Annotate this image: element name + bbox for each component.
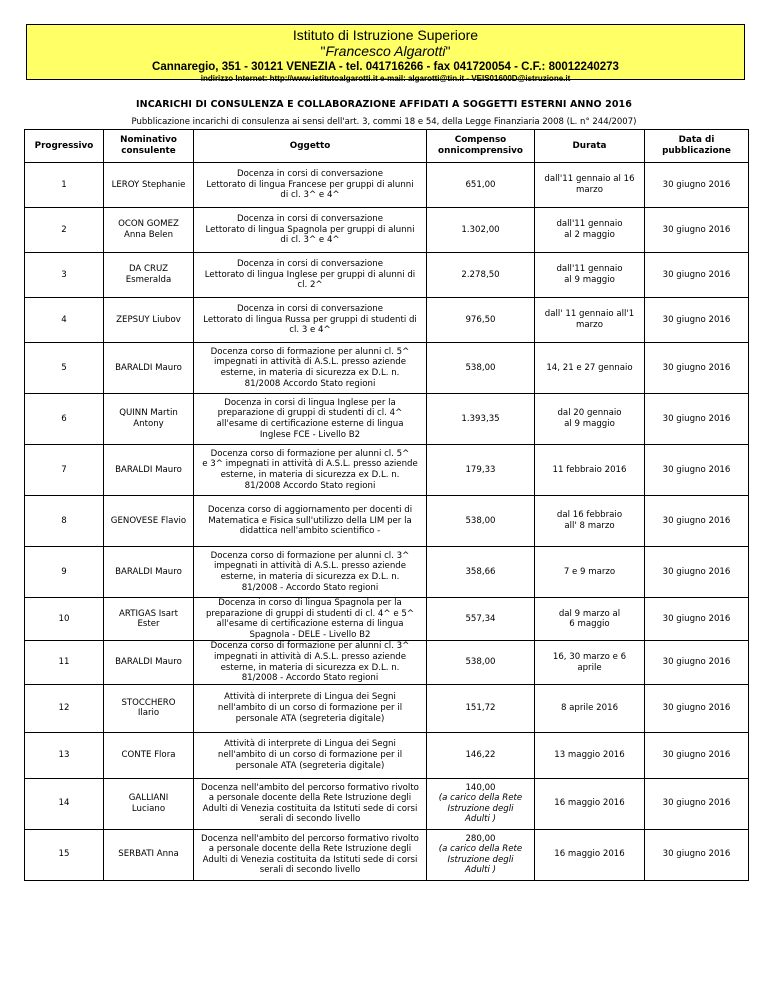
cell-data: 30 giugno 2016 — [645, 253, 749, 298]
table-row — [25, 343, 749, 394]
table-row — [25, 253, 749, 298]
cell-data: 30 giugno 2016 — [645, 732, 749, 778]
header-progressivo: Progressivo — [25, 130, 104, 163]
assignments-table — [24, 129, 749, 881]
cell-data: 30 giugno 2016 — [645, 547, 749, 598]
institute-dedication: Francesco Algarotti — [325, 43, 446, 59]
cell-progressivo: 10 — [25, 598, 104, 641]
cell-compenso: 538,00 — [427, 343, 535, 394]
cell-durata: 16, 30 marzo e 6 aprile — [535, 641, 645, 684]
name-prefix: " — [320, 43, 326, 59]
cell-oggetto: Docenza corso di formazione per alunni cl. 3^ impegnati in attività di A.S.L. presso aziende esterne, in materia di sicurezza ex D.L. n. 81/2008 - Accordo Stato regioni — [194, 641, 427, 684]
cell-progressivo: 14 — [25, 778, 104, 829]
table-row — [25, 496, 749, 547]
cell-nominativo: GALLIANI Luciano — [104, 778, 194, 829]
cell-compenso: 179,33 — [427, 445, 535, 496]
cell-nominativo: SERBATI Anna — [104, 829, 194, 880]
cell-nominativo: BARALDI Mauro — [104, 343, 194, 394]
cell-oggetto: Docenza in corsi di conversazione Lettorato di lingua Spagnola per gruppi di alunni di cl. 3^ e 4^ — [194, 208, 427, 253]
cell-progressivo: 7 — [25, 445, 104, 496]
cell-durata: dall'11 gennaio al 9 maggio — [535, 253, 645, 298]
cell-nominativo: DA CRUZ Esmeralda — [104, 253, 194, 298]
table-row — [25, 445, 749, 496]
cell-oggetto: Docenza corso di formazione per alunni cl. 3^ impegnati in attività di A.S.L. presso aziende esterne, in materia di sicurezza ex D.L. n. 81/2008 - Accordo Stato regioni — [194, 547, 427, 598]
cell-oggetto: Docenza corso di formazione per alunni cl. 5^ e 3^ impegnati in attività di A.S.L. presso aziende esterne, in materia di sicurezza ex D.L. n. 81/2008 Accordo Stato regioni — [194, 445, 427, 496]
cell-progressivo: 3 — [25, 253, 104, 298]
header-compenso: Compenso onnicomprensivo — [427, 130, 535, 163]
cell-data: 30 giugno 2016 — [645, 208, 749, 253]
cell-data: 30 giugno 2016 — [645, 445, 749, 496]
header-nominativo: Nominativo consulente — [104, 130, 194, 163]
cell-oggetto: Docenza corso di formazione per alunni cl. 5^ impegnati in attività di A.S.L. presso aziende esterne, in materia di sicurezza ex D.L. n. 81/2008 Accordo Stato regioni — [194, 343, 427, 394]
cell-compenso: 358,66 — [427, 547, 535, 598]
cell-compenso: 651,00 — [427, 163, 535, 208]
cell-nominativo: CONTE Flora — [104, 732, 194, 778]
cell-compenso: 1.302,00 — [427, 208, 535, 253]
cell-compenso: 1.393,35 — [427, 394, 535, 445]
cell-durata: dal 16 febbraio all' 8 marzo — [535, 496, 645, 547]
cell-oggetto: Docenza in corso di lingua Spagnola per la preparazione di gruppi di studenti di cl. 4^ e 5^ all'esame di certificazione esterna di lingua Spagnola - DELE - Livello B2 — [194, 598, 427, 641]
cell-data: 30 giugno 2016 — [645, 778, 749, 829]
header-durata: Durata — [535, 130, 645, 163]
cell-compenso: 151,72 — [427, 684, 535, 732]
table-row — [25, 829, 749, 880]
cell-nominativo: LEROY Stephanie — [104, 163, 194, 208]
cell-nominativo: OCON GOMEZ Anna Belen — [104, 208, 194, 253]
cell-durata: dall' 11 gennaio all'1 marzo — [535, 298, 645, 343]
table-header-row — [25, 130, 749, 163]
cell-oggetto: Attività di interprete di Lingua dei Segni nell'ambito di un corso di formazione per il personale ATA (segreteria digitale) — [194, 684, 427, 732]
cell-compenso: 538,00 — [427, 641, 535, 684]
cell-oggetto: Attività di interprete di Lingua dei Segni nell'ambito di un corso di formazione per il personale ATA (segreteria digitale) — [194, 732, 427, 778]
cell-durata: dall'11 gennaio al 16 marzo — [535, 163, 645, 208]
cell-oggetto: Docenza in corsi di conversazione Lettorato di lingua Francese per gruppi di alunni di cl. 3^ e 4^ — [194, 163, 427, 208]
cell-nominativo: BARALDI Mauro — [104, 641, 194, 684]
compenso-note: (a carico della Rete Istruzione degli Adulti ) — [438, 844, 523, 876]
document-title: INCARICHI DI CONSULENZA E COLLABORAZIONE AFFIDATI A SOGGETTI ESTERNI ANNO 2016 — [136, 99, 632, 110]
cell-nominativo: STOCCHERO Ilario — [104, 684, 194, 732]
table-row — [25, 684, 749, 732]
table-row — [25, 641, 749, 684]
cell-progressivo: 5 — [25, 343, 104, 394]
cell-nominativo: ZEPSUY Liubov — [104, 298, 194, 343]
cell-progressivo: 2 — [25, 208, 104, 253]
cell-durata: 7 e 9 marzo — [535, 547, 645, 598]
cell-compenso: 146,22 — [427, 732, 535, 778]
cell-oggetto: Docenza nell'ambito del percorso formativo rivolto a personale docente della Rete Istruzione degli Adulti di Venezia costituita da Istituti sede di corsi serali di secondo livello — [194, 829, 427, 880]
cell-durata: dal 20 gennaio al 9 maggio — [535, 394, 645, 445]
cell-compenso: 140,00 (a carico della Rete Istruzione degli Adulti ) — [427, 778, 535, 829]
table-row — [25, 208, 749, 253]
cell-data: 30 giugno 2016 — [645, 496, 749, 547]
cell-progressivo: 6 — [25, 394, 104, 445]
cell-nominativo: ARTIGAS Isart Ester — [104, 598, 194, 641]
cell-compenso: 976,50 — [427, 298, 535, 343]
cell-progressivo: 12 — [25, 684, 104, 732]
header-oggetto: Oggetto — [194, 130, 427, 163]
institute-name: Istituto di Istruzione Superiore — [292, 27, 479, 43]
cell-oggetto: Docenza nell'ambito del percorso formativo rivolto a personale docente della Rete Istruzione degli Adulti di Venezia costituita da Istituti sede di corsi serali di secondo livello — [194, 778, 427, 829]
cell-oggetto: Docenza in corsi di conversazione Lettorato di lingua Inglese per gruppi di alunni di cl. 2^ — [194, 253, 427, 298]
cell-progressivo: 4 — [25, 298, 104, 343]
table-row — [25, 547, 749, 598]
cell-nominativo: BARALDI Mauro — [104, 445, 194, 496]
table-row — [25, 598, 749, 641]
table-row — [25, 778, 749, 829]
cell-progressivo: 9 — [25, 547, 104, 598]
cell-durata: 13 maggio 2016 — [535, 732, 645, 778]
cell-durata: 16 maggio 2016 — [535, 778, 645, 829]
cell-compenso: 2.278,50 — [427, 253, 535, 298]
institute-contacts: indirizzo Internet: http://www.istitutoalgarotti.it e-mail: algarotti@tin.it - VEIS01600D@istruzione.it — [200, 74, 571, 83]
cell-nominativo: GENOVESE Flavio — [104, 496, 194, 547]
cell-oggetto: Docenza in corsi di conversazione Lettorato di lingua Russa per gruppi di studenti di cl. 3 e 4^ — [194, 298, 427, 343]
cell-data: 30 giugno 2016 — [645, 829, 749, 880]
cell-data: 30 giugno 2016 — [645, 298, 749, 343]
cell-compenso: 280,00 (a carico della Rete Istruzione degli Adulti ) — [427, 829, 535, 880]
cell-progressivo: 11 — [25, 641, 104, 684]
cell-data: 30 giugno 2016 — [645, 394, 749, 445]
cell-data: 30 giugno 2016 — [645, 598, 749, 641]
cell-data: 30 giugno 2016 — [645, 163, 749, 208]
cell-progressivo: 8 — [25, 496, 104, 547]
cell-oggetto: Docenza corso di aggiornamento per docenti di Matematica e Fisica sull'utilizzo della LIM per la didattica nell'ambito scientifico - — [194, 496, 427, 547]
cell-durata: 16 maggio 2016 — [535, 829, 645, 880]
cell-data: 30 giugno 2016 — [645, 684, 749, 732]
cell-progressivo: 1 — [25, 163, 104, 208]
cell-durata: 8 aprile 2016 — [535, 684, 645, 732]
cell-nominativo: QUINN Martin Antony — [104, 394, 194, 445]
cell-durata: 14, 21 e 27 gennaio — [535, 343, 645, 394]
cell-data: 30 giugno 2016 — [645, 641, 749, 684]
table-row — [25, 163, 749, 208]
header-data: Data di pubblicazione — [645, 130, 749, 163]
institute-address: Cannaregio, 351 - 30121 VENEZIA - tel. 041716266 - fax 041720054 - C.F.: 80012240273 — [152, 61, 619, 73]
institute-header — [26, 24, 745, 83]
cell-compenso: 557,34 — [427, 598, 535, 641]
cell-data: 30 giugno 2016 — [645, 343, 749, 394]
document-subtitle: Pubblicazione incarichi di consulenza ai sensi dell'art. 3, commi 18 e 54, della Legge Finanziaria 2008 (L. n° 244/2007) — [131, 117, 637, 127]
table-row — [25, 394, 749, 445]
cell-durata: dal 9 marzo al 6 maggio — [535, 598, 645, 641]
table-row — [25, 298, 749, 343]
cell-durata: 11 febbraio 2016 — [535, 445, 645, 496]
name-suffix: " — [445, 43, 451, 59]
institute-subname — [27, 43, 744, 59]
cell-compenso: 538,00 — [427, 496, 535, 547]
cell-durata: dall'11 gennaio al 2 maggio — [535, 208, 645, 253]
table-row — [25, 732, 749, 778]
cell-oggetto: Docenza in corsi di lingua Inglese per la preparazione di gruppi di studenti di cl. 4^ all'esame di certificazione esterne di lingua Inglese FCE - Livello B2 — [194, 394, 427, 445]
cell-progressivo: 15 — [25, 829, 104, 880]
cell-nominativo: BARALDI Mauro — [104, 547, 194, 598]
cell-progressivo: 13 — [25, 732, 104, 778]
compenso-note: (a carico della Rete Istruzione degli Adulti ) — [438, 793, 523, 825]
